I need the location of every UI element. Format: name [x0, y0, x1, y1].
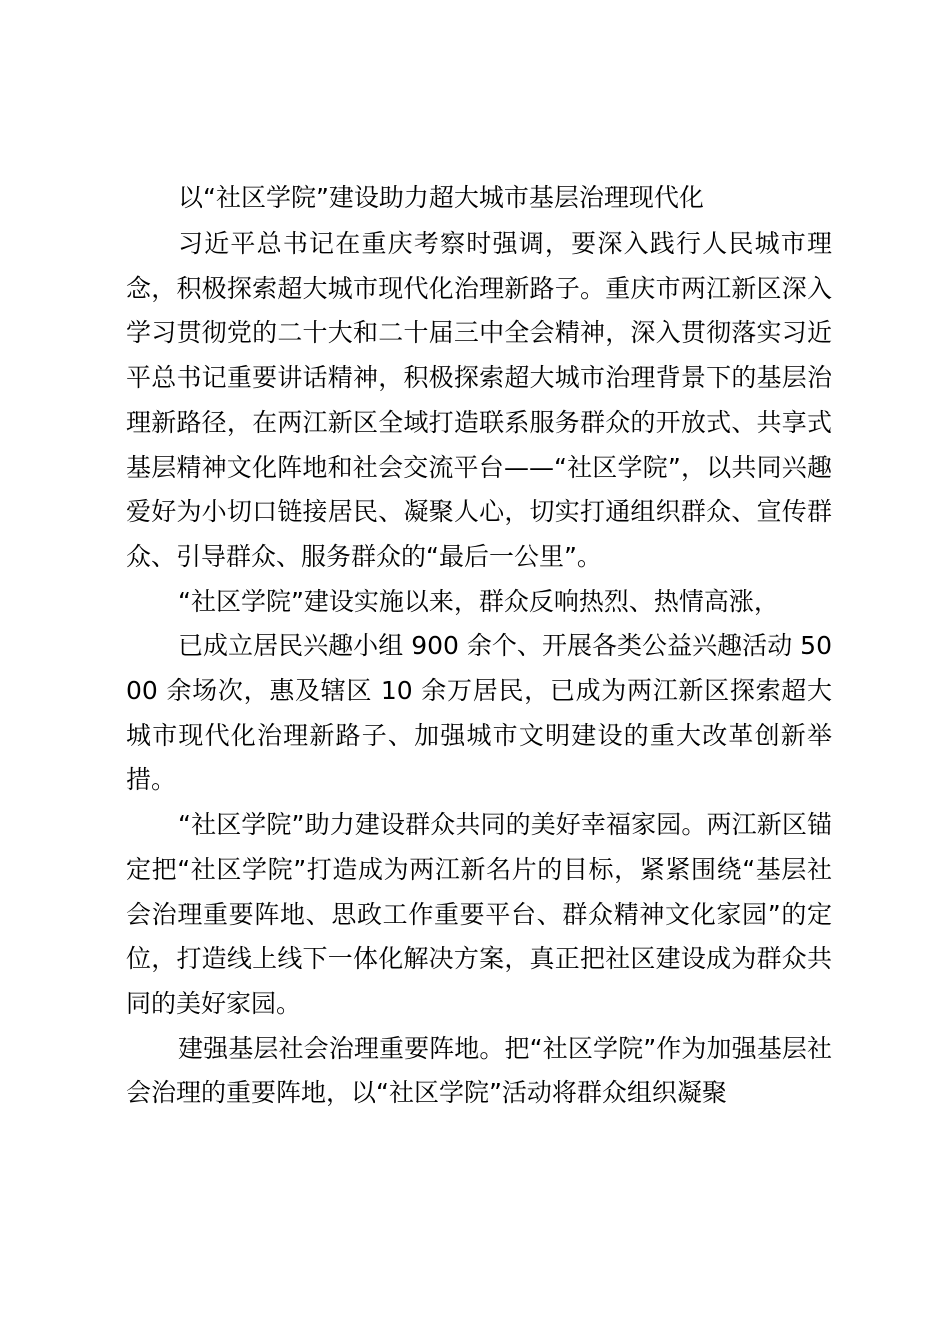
paragraph-governance: 建强基层社会治理重要阵地。把“社区学院”作为加强基层社会治理的重要阵地，以“社区学院”活动将群众组织凝聚 — [126, 1033, 832, 1107]
paragraph-response: “社区学院”建设实施以来，群众反响热烈、热情高涨， — [178, 586, 779, 616]
document-title: 以“社区学院”建设助力超大城市基层治理现代化 — [178, 183, 704, 212]
paragraph-intro: 习近平总书记在重庆考察时强调，要深入践行人民城市理念，积极探索超大城市现代化治理新路子。重庆市两江新区深入学习贯彻党的二十大和二十届三中全会精神，深入贯彻落实习近平总书记重要讲话精神，积极探索超大城市治理背景下的基层治理新路径，在两江新区全域打造联系服务群众的开放式、共享式基层精神文化阵地和社会交流平台——“社区学院”，以共同兴趣爱好为小切口链接居民、凝聚人心，切实打通组织群众、宣传群众、引导群众、服务群众的“最后一公里”。 — [126, 229, 832, 571]
document-body — [126, 174, 832, 1115]
paragraph-achievements: 已成立居民兴趣小组 900 余个、开展各类公益兴趣活动 5000 余场次，惠及辖区 10 余万居民，已成为两江新区探索超大城市现代化治理新路子、加强城市文明建设的重大改革创新举措。 — [126, 631, 832, 795]
paragraph-homeland: “社区学院”助力建设群众共同的美好幸福家园。两江新区锚定把“社区学院”打造成为两江新名片的目标，紧紧围绕“基层社会治理重要阵地、思政工作重要平台、群众精神文化家园”的定位，打造线上线下一体化解决方案，真正把社区建设成为群众共同的美好家园。 — [126, 810, 832, 1018]
